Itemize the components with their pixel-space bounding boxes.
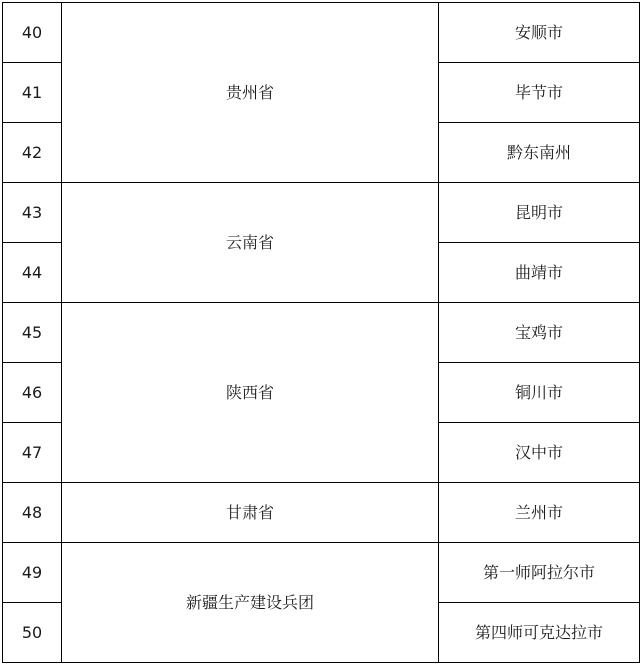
city-cell: 毕节市	[439, 63, 640, 123]
row-number: 43	[3, 183, 62, 243]
row-number: 45	[3, 303, 62, 363]
row-number: 40	[3, 3, 62, 63]
row-number: 41	[3, 63, 62, 123]
table-row	[3, 183, 640, 243]
row-number: 42	[3, 123, 62, 183]
table-row	[3, 3, 640, 63]
row-number: 50	[3, 603, 62, 663]
city-cell: 第一师阿拉尔市	[439, 543, 640, 603]
city-cell: 宝鸡市	[439, 303, 640, 363]
province-cell: 新疆生产建设兵团	[62, 543, 439, 663]
city-cell: 铜川市	[439, 363, 640, 423]
city-list-table	[2, 2, 640, 663]
table-row	[3, 543, 640, 603]
row-number: 46	[3, 363, 62, 423]
table-row	[3, 303, 640, 363]
province-cell: 云南省	[62, 183, 439, 303]
row-number: 48	[3, 483, 62, 543]
city-cell: 兰州市	[439, 483, 640, 543]
province-cell: 贵州省	[62, 3, 439, 183]
row-number: 47	[3, 423, 62, 483]
city-cell: 曲靖市	[439, 243, 640, 303]
row-number: 49	[3, 543, 62, 603]
city-cell: 安顺市	[439, 3, 640, 63]
table-row	[3, 483, 640, 543]
province-cell: 陕西省	[62, 303, 439, 483]
city-cell: 昆明市	[439, 183, 640, 243]
city-cell: 黔东南州	[439, 123, 640, 183]
city-cell: 汉中市	[439, 423, 640, 483]
row-number: 44	[3, 243, 62, 303]
city-cell: 第四师可克达拉市	[439, 603, 640, 663]
province-cell: 甘肃省	[62, 483, 439, 543]
